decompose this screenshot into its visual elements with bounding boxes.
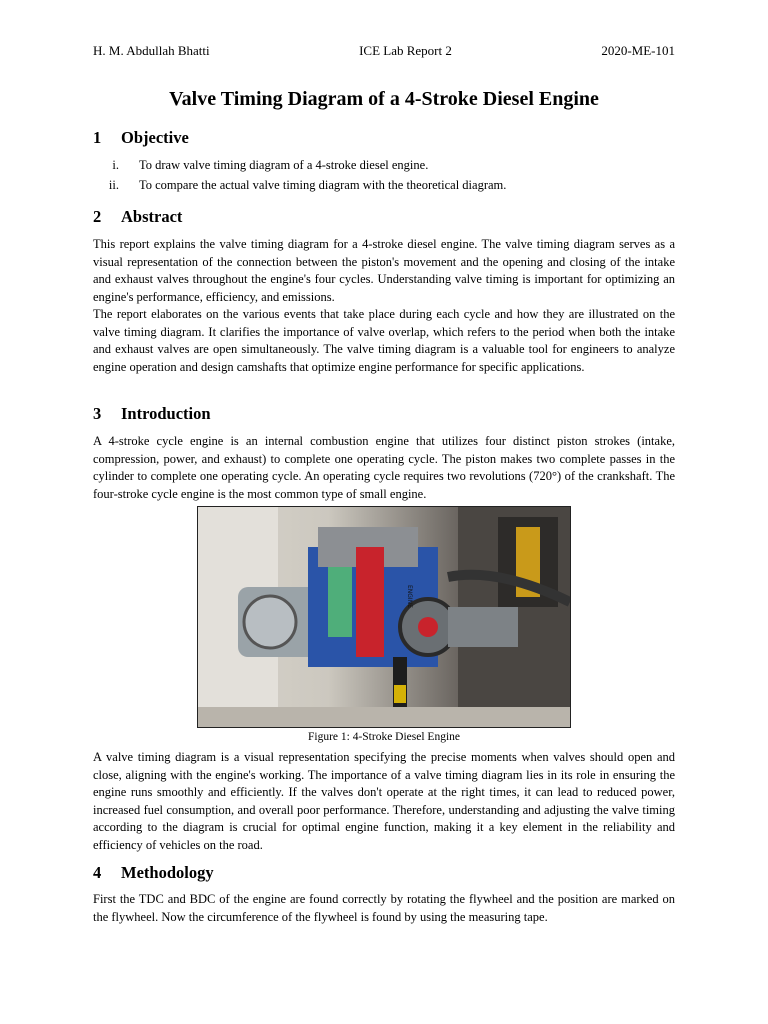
list-item-number: ii.: [108, 178, 119, 192]
section-title: Methodology: [121, 863, 214, 882]
introduction-paragraph-1: A 4-stroke cycle engine is an internal combustion engine that utilizes four distinct piston strokes (intake, compression, power, and exhaust) to complete one operating cycle. The piston makes two complete passes in the cylinder to complete one operating cycle. An operating cycle requires two revolutions (720°) of the crankshaft. The four-stroke cycle engine is the most common type of small engine.: [93, 434, 675, 501]
list-item: [93, 158, 675, 178]
header-report: ICE Lab Report 2: [359, 43, 452, 58]
engine-illustration: [198, 507, 570, 727]
section-number: 1: [93, 128, 102, 147]
header-author: H. M. Abdullah Bhatti: [93, 43, 210, 58]
engine-figure-image: [197, 506, 571, 728]
section-heading-objective: [93, 128, 189, 148]
list-item: [93, 178, 675, 198]
section-heading-abstract: [93, 207, 182, 227]
section-title: Abstract: [121, 207, 183, 226]
header-id: 2020-ME-101: [601, 43, 675, 58]
list-item-text: To draw valve timing diagram of a 4-stroke diesel engine.: [139, 158, 429, 172]
section-number: 3: [93, 404, 102, 423]
abstract-paragraph-1: This report explains the valve timing diagram for a 4-stroke diesel engine. The valve timing diagram serves as a visual representation of the connection between the piston's movement and the opening and closing of the intake and exhaust valves throughout the engine's four cycles. Understanding valve timing is important for optimizing an engine's performance, efficiency, and emissions.: [93, 237, 675, 304]
page-header: [93, 43, 675, 59]
section-title: Introduction: [121, 404, 211, 423]
section-title: Objective: [121, 128, 189, 147]
objective-list: [93, 158, 675, 198]
section-heading-introduction: [93, 404, 211, 424]
document-title: Valve Timing Diagram of a 4-Stroke Diesel Engine: [169, 88, 599, 110]
engine-label-text: ENGINE: [406, 585, 413, 608]
abstract-paragraph-2: The report elaborates on the various events that take place during each cycle and how they are illustrated on the valve timing diagram. It clarifies the importance of valve overlap, which refers to the period when both the intake and exhaust valves are open simultaneously. The valve timing diagram is a valuable tool for engineers to analyze engine operation and design camshafts that optimize engine performance for specific applications.: [93, 307, 675, 374]
section-number: 2: [93, 207, 102, 226]
section-number: 4: [93, 863, 102, 882]
list-item-number: i.: [112, 158, 119, 172]
list-item-text: To compare the actual valve timing diagram with the theoretical diagram.: [139, 178, 507, 192]
introduction-paragraph-2: A valve timing diagram is a visual representation specifying the precise moments when valves should open and close, aligning with the engine's working. The importance of a valve timing diagram lies in its role in ensuring the engine runs smoothly and efficiently. If the valves don't operate at the right times, it can lead to reduced power, increased fuel consumption, and overall poor performance. Therefore, understanding and adjusting the valve timing according to the diagram is crucial for optimal engine function, making it a key element in the reliability and efficiency of vehicles on the road.: [93, 750, 675, 852]
figure-caption: Figure 1: 4-Stroke Diesel Engine: [307, 731, 461, 743]
methodology-paragraph-1: First the TDC and BDC of the engine are found correctly by rotating the flywheel and the position are marked on the flywheel. Now the circumference of the flywheel is found by using the measuring tape.: [93, 892, 675, 924]
section-heading-methodology: [93, 863, 214, 883]
